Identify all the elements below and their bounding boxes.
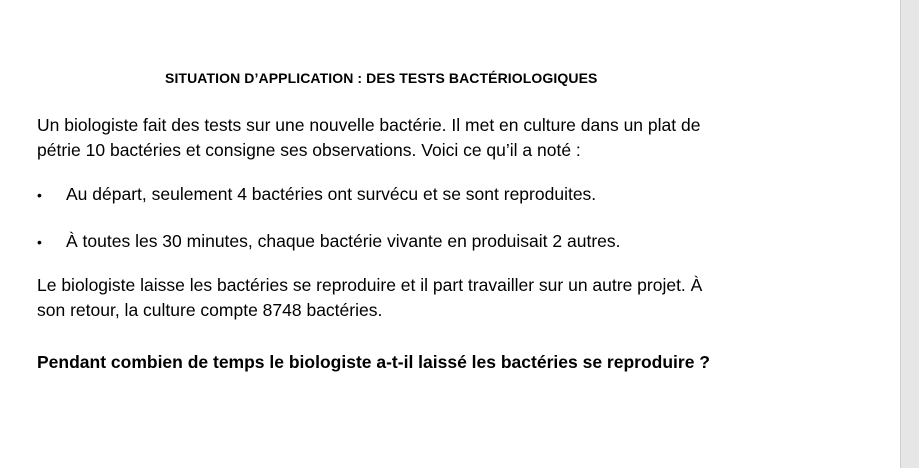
bullet-text-2: À toutes les 30 minutes, chaque bactérie vivante en produisait 2 autres.: [66, 231, 621, 251]
outro-paragraph: [37, 273, 757, 323]
outro-line-2: son retour, la culture compte 8748 bactéries.: [37, 300, 383, 320]
bullet-icon: •: [37, 234, 42, 250]
question-text: Pendant combien de temps le biologiste a-t-il laissé les bactéries se reproduire ?: [37, 352, 710, 372]
intro-paragraph: [37, 113, 757, 163]
viewer-side-panel: [900, 0, 919, 468]
bullet-item-2: [37, 229, 621, 255]
bullet-icon: •: [37, 187, 42, 203]
bullet-item-1: [37, 182, 596, 208]
outro-line-1: Le biologiste laisse les bactéries se reproduire et il part travailler sur un autre projet. À: [37, 275, 703, 295]
intro-line-2: pétrie 10 bactéries et consigne ses observations. Voici ce qu’il a noté :: [37, 140, 581, 160]
document-title: SITUATION D’APPLICATION : DES TESTS BACTÉRIOLOGIQUES: [165, 70, 598, 86]
bullet-text-1: Au départ, seulement 4 bactéries ont survécu et se sont reproduites.: [66, 184, 597, 204]
intro-line-1: Un biologiste fait des tests sur une nouvelle bactérie. Il met en culture dans un plat de: [37, 115, 701, 135]
